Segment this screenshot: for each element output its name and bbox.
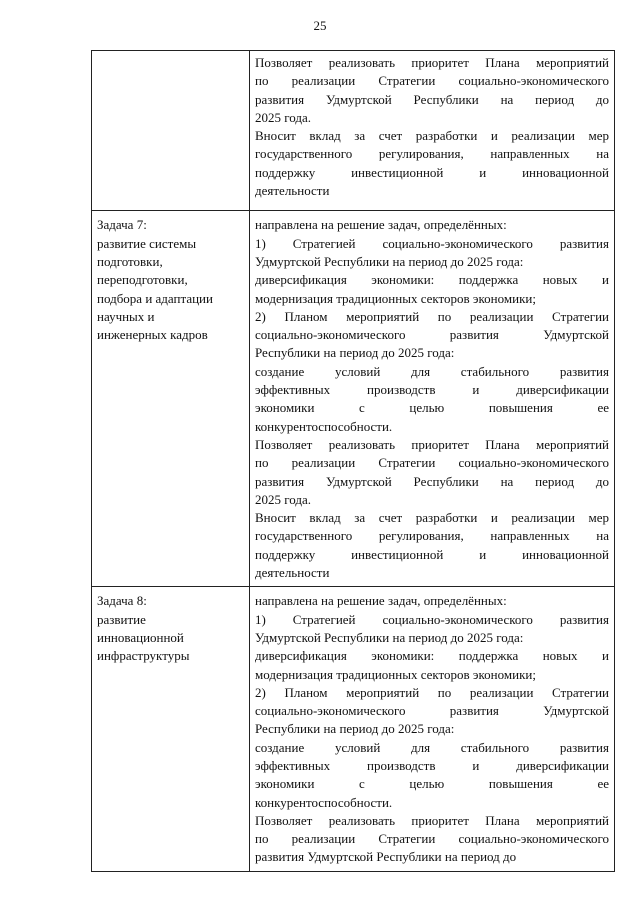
- description-line: Республики на период до 2025 года:: [255, 721, 455, 737]
- description-line: экономики с целью повышения ее: [255, 776, 609, 792]
- task-description-line: инженерных кадров: [97, 327, 208, 343]
- task-title: Задача 8:: [97, 593, 147, 609]
- description-line: создание условий для стабильного развития: [255, 363, 609, 379]
- description-line: Удмуртской Республики на период до 2025 года:: [255, 253, 524, 269]
- task-description-line: развитие: [97, 611, 146, 627]
- description-line: Вносит вклад за счет разработки и реализации мер: [255, 510, 609, 526]
- description-line: государственного регулирования, направленных на: [255, 146, 609, 162]
- description-line: социально-экономического развития Удмуртской: [255, 327, 609, 343]
- description-cell: [250, 211, 615, 587]
- description-paragraph: [255, 308, 609, 363]
- description-paragraph: [255, 739, 609, 812]
- description-line: социально-экономического развития Удмуртской: [255, 703, 609, 719]
- description-line: 1) Стратегией социально-экономического развития: [255, 235, 609, 251]
- description-line: 2025 года.: [255, 491, 312, 507]
- description-paragraph: [255, 592, 609, 610]
- description-line: направлена на решение задач, определённых:: [255, 217, 507, 233]
- description-line: Позволяет реализовать приоритет Плана мероприятий: [255, 55, 609, 70]
- objectives-table: [91, 50, 615, 872]
- description-line: по реализации Стратегии социально-экономического: [255, 455, 609, 471]
- task-description-line: инфраструктуры: [97, 648, 190, 664]
- description-line: 2) Планом мероприятий по реализации Стратегии: [255, 684, 609, 700]
- description-line: эффективных производств и диверсификации: [255, 382, 609, 398]
- description-cell: [250, 587, 615, 871]
- description-line: направлена на решение задач, определённых:: [255, 593, 507, 609]
- description-paragraph: [255, 684, 609, 739]
- description-paragraph: [255, 363, 609, 436]
- task-cell: [92, 51, 250, 211]
- description-line: развития Удмуртской Республики на период до: [255, 849, 517, 865]
- table-row: [92, 211, 615, 587]
- table-row: [92, 51, 615, 211]
- description-paragraph: [255, 216, 609, 234]
- description-line: 1) Стратегией социально-экономического развития: [255, 611, 609, 627]
- task-description-line: подготовки,: [97, 253, 163, 269]
- description-paragraph: [255, 509, 609, 582]
- description-line: 2025 года.: [255, 109, 312, 125]
- description-line: конкурентоспособности.: [255, 794, 393, 810]
- task-title: Задача 7:: [97, 217, 147, 233]
- description-line: по реализации Стратегии социально-экономического: [255, 831, 609, 847]
- table-row: [92, 587, 615, 871]
- description-line: конкурентоспособности.: [255, 418, 393, 434]
- description-line: экономики с целью повышения ее: [255, 400, 609, 416]
- description-paragraph: [255, 54, 609, 127]
- description-paragraph: [255, 647, 609, 684]
- task-cell: [92, 587, 250, 871]
- description-cell: [250, 51, 615, 211]
- description-line: Удмуртской Республики на период до 2025 года:: [255, 629, 524, 645]
- description-line: по реализации Стратегии социально-экономического: [255, 73, 609, 89]
- description-paragraph: [255, 436, 609, 509]
- description-line: деятельности: [255, 183, 330, 199]
- description-line: диверсификация экономики: поддержка новых и: [255, 272, 609, 288]
- description-line: поддержку инвестиционной и инновационной: [255, 546, 609, 562]
- description-line: создание условий для стабильного развития: [255, 739, 609, 755]
- task-description-line: переподготовки,: [97, 272, 188, 288]
- task-description-line: развитие системы: [97, 235, 197, 251]
- description-line: Республики на период до 2025 года:: [255, 345, 455, 361]
- description-line: диверсификация экономики: поддержка новых и: [255, 648, 609, 664]
- description-line: государственного регулирования, направленных на: [255, 528, 609, 544]
- description-paragraph: [255, 271, 609, 308]
- description-paragraph: [255, 127, 609, 200]
- task-description-line: инновационной: [97, 629, 184, 645]
- description-line: модернизация традиционных секторов экономики;: [255, 290, 536, 306]
- description-line: Позволяет реализовать приоритет Плана мероприятий: [255, 436, 609, 452]
- description-line: 2) Планом мероприятий по реализации Стратегии: [255, 308, 609, 324]
- page-number: 25: [313, 18, 327, 33]
- objectives-table-body: [92, 51, 615, 872]
- description-line: деятельности: [255, 565, 330, 581]
- description-paragraph: [255, 611, 609, 648]
- description-paragraph: [255, 812, 609, 867]
- description-line: развития Удмуртской Республики на период до: [255, 91, 609, 107]
- description-line: эффективных производств и диверсификации: [255, 757, 609, 773]
- task-description-line: научных и: [97, 308, 155, 324]
- description-line: Вносит вклад за счет разработки и реализации мер: [255, 128, 609, 144]
- task-description-line: подбора и адаптации: [97, 290, 213, 306]
- description-line: поддержку инвестиционной и инновационной: [255, 164, 609, 180]
- description-line: Позволяет реализовать приоритет Плана мероприятий: [255, 812, 609, 828]
- description-line: модернизация традиционных секторов экономики;: [255, 666, 536, 682]
- description-paragraph: [255, 235, 609, 272]
- description-line: развития Удмуртской Республики на период до: [255, 473, 609, 489]
- task-cell: [92, 211, 250, 587]
